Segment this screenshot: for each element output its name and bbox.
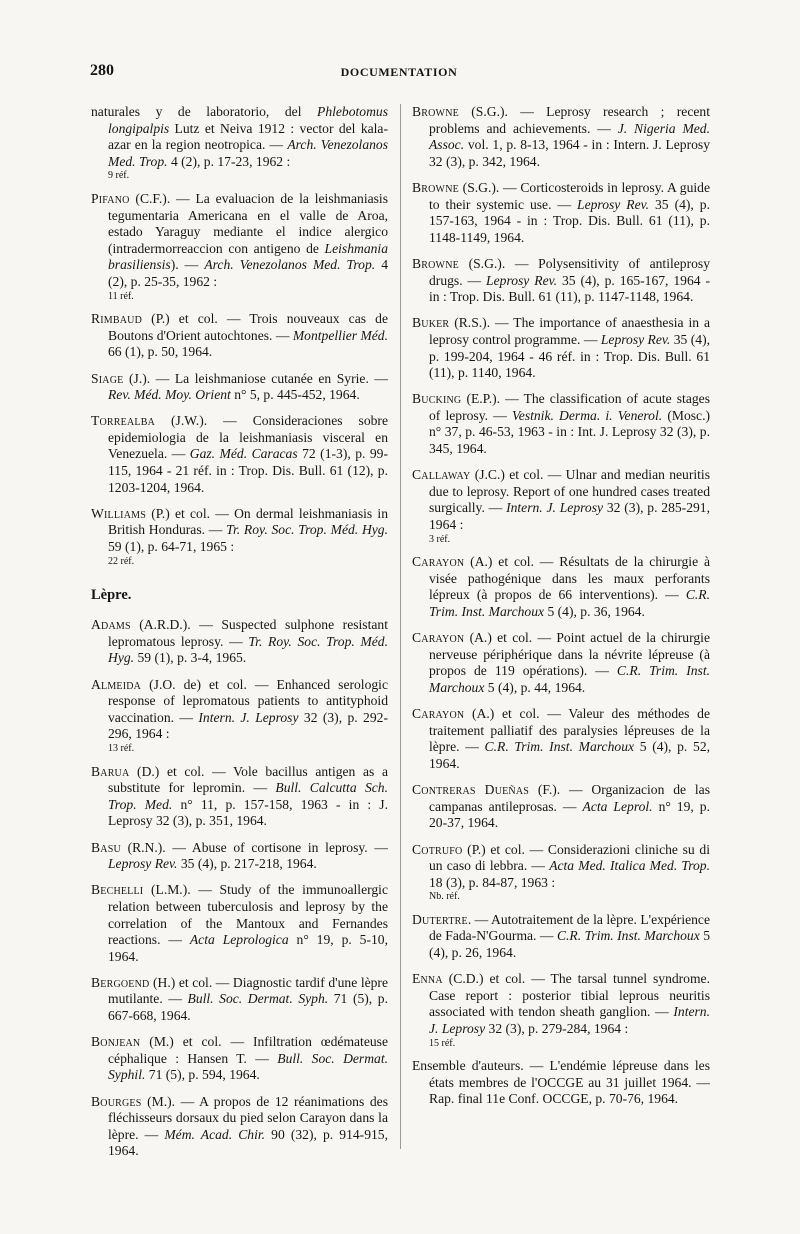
entry-author: Bechelli <box>91 882 144 898</box>
entry-author: Callaway <box>412 467 471 483</box>
entry-text: (S.G.). — Corticosteroids in leprosy. A guide to their systemic use. — <box>429 179 710 212</box>
entry-text: (C.F.). — La evaluacion de la leishmaniasis tegumentaria Americana en el valle de Aroa, estado Yaraguy mediante el indice alergico (intradermorreaccion con antigeno de <box>108 190 388 256</box>
entry-author: Almeida <box>91 676 142 692</box>
bibliography-entry <box>91 840 388 873</box>
entry-citation: 35 (4), p. 199-204, 1964 - 46 réf. in : Trop. Dis. Bull. 61 (11), p. 1140, 1964. <box>429 331 710 381</box>
bibliography-entry <box>91 882 388 965</box>
entry-ref-count: 11 réf. <box>108 290 134 302</box>
entry-journal: Intern. J. Leprosy <box>198 709 299 725</box>
entry-author: Contreras Dueñas <box>412 782 530 798</box>
bibliography-entry <box>412 180 710 246</box>
bibliography-entry <box>412 971 710 1048</box>
entry-author: Bergoend <box>91 974 150 990</box>
entry-text: (M.) et col. — Infiltration œdémateuse céphalique : Hansen T. — <box>108 1034 388 1066</box>
left-column <box>91 104 388 1170</box>
entry-citation: n° 5, p. 445-452, 1964. <box>230 387 360 403</box>
entry-ref-count: 15 réf. <box>429 1037 456 1049</box>
bibliography-entry <box>412 315 710 381</box>
entry-text: (A.) et col. — Valeur des méthodes de traitement palliatif des paralysies lépreuses de la lèpre. — <box>429 706 710 755</box>
entry-text: (M.). — A propos de 12 réanimations des fléchisseurs dorsaux du pied selon Carayon dans la lèpre. — <box>108 1093 388 1142</box>
entry-journal: Leprosy Rev. <box>486 272 558 288</box>
entry-text: (L.M.). — Study of the immunoallergic relation between tuberculosis and leprosy by the correlation of the Mantoux and Fernandes reactions. — <box>108 882 388 948</box>
entry-author: Carayon <box>412 630 465 646</box>
bibliography-entry <box>91 506 388 567</box>
entry-text: Lutz et Neiva 1912 : vector del kala-azar en la region neotropica. — <box>108 120 388 153</box>
entry-author: Enna <box>412 971 443 987</box>
entry-text: (S.G.). — Polysensitivity of antileprosy drugs. — <box>429 255 710 288</box>
entry-journal: Intern. J. Leprosy <box>429 1004 710 1037</box>
entry-text: (A.) et col. — Résultats de la chirurgie à visée pathogénique dans les maux perforants lépreux (à propos de 66 interventions). — <box>429 554 710 603</box>
entry-citation: 90 (32), p. 914-915, 1964. <box>108 1126 388 1159</box>
bibliography-entry <box>412 554 710 620</box>
entry-author: Williams <box>91 505 146 521</box>
bibliography-entry <box>91 191 388 302</box>
bibliography-entry <box>91 764 388 830</box>
entry-author: Browne <box>412 104 459 119</box>
entry-ref-count: 13 réf. <box>108 742 135 754</box>
entry-journal: Bull. Soc. Dermat. Syphil. <box>108 1050 388 1083</box>
entry-citation: 32 (3), p. 292-296, 1964 : <box>108 709 388 742</box>
entry-journal: Montpellier Méd. <box>292 327 388 343</box>
bibliography-entry <box>412 104 710 170</box>
entry-journal: Tr. Roy. Soc. Trop. Méd. Hyg. <box>108 633 388 666</box>
entry-text: (P.) et col. — Trois nouveaux cas de Boutons d'Orient autochtones. — <box>108 311 388 343</box>
entry-journal: Acta Leprologica <box>189 932 289 948</box>
entry-ref-count: 3 réf. <box>429 533 451 545</box>
entry-text: (J.W.). — Consideraciones sobre epidemiologia de la leishmaniasis visceral en Venezuela. — <box>108 413 388 462</box>
entry-author: Torrealba <box>91 413 155 429</box>
entry-author: Bonjean <box>91 1034 141 1050</box>
entry-text: Ensemble d'auteurs. — L'endémie lépreuse dans les états membres de l'OCCGE au 31 juillet 1964. — Rap. final 11e Conf. OCCGE, p. 70-76, 1964. <box>412 1058 710 1107</box>
entry-text: (P.) et col. — On dermal leishmaniasis in British Honduras. — <box>108 505 388 538</box>
entry-author: Rimbaud <box>91 311 143 327</box>
entry-author: Bourges <box>91 1093 142 1109</box>
bibliography-entry <box>91 975 388 1025</box>
entry-citation: n° 11, p. 157-158, 1963 - in : J. Leprosy 32 (3), p. 351, 1964. <box>108 796 388 829</box>
entry-citation: 32 (3), p. 279-284, 1964 : <box>485 1021 629 1037</box>
entry-citation: 5 (4), p. 44, 1964. <box>484 679 586 695</box>
bibliography-entry <box>412 842 710 903</box>
entry-journal: C.R. Trim. Inst. Marchoux <box>429 663 710 695</box>
entry-journal: Leprosy Rev. <box>577 196 650 212</box>
entry-text: (A.) et col. — Point actuel de la chirurgie nerveuse périphérique dans la névrite lépreuse (à propos de 119 opérations). — <box>429 630 710 679</box>
bibliography-entry <box>91 677 388 754</box>
right-column <box>412 104 710 1118</box>
entry-text: (C.D.) et col. — The tarsal tunnel syndrome. Case report : posterior tibial leprous neuritis associated with tendon sheath ganglion. — <box>429 971 710 1020</box>
entry-text: ). — <box>170 257 205 273</box>
entry-author: Browne <box>412 179 459 195</box>
entry-journal: Gaz. Méd. Caracas <box>189 446 298 462</box>
right-entries-list <box>412 104 710 1108</box>
entry-author: Barua <box>91 763 130 779</box>
bibliography-entry <box>91 617 388 667</box>
page-number: 280 <box>90 62 114 79</box>
entry-ref-count: 9 réf. <box>108 170 130 182</box>
bibliography-entry <box>412 467 710 544</box>
entry-journal: C.R. Trim. Inst. Marchoux <box>484 739 635 755</box>
entry-author: Basu <box>91 839 121 855</box>
entry-citation: 5 (4), p. 36, 1964. <box>544 604 645 619</box>
entry-text: (J.C.) et col. — Ulnar and median neuritis due to leprosy. Report of one hundred cases treated surgically. — <box>429 467 710 516</box>
entry-citation: vol. 1, p. 8-13, 1964 - in : Intern. J. Leprosy 32 (3), p. 342, 1964. <box>429 137 710 169</box>
bibliography-entry <box>91 1094 388 1160</box>
bibliography-entry <box>412 912 710 962</box>
bibliography-entry <box>412 782 710 832</box>
entry-journal: C.R. Trim. Inst. Marchoux <box>556 928 700 944</box>
section-heading: Lèpre. <box>91 586 132 603</box>
bibliography-entry <box>91 311 388 361</box>
entry-author: Siage <box>91 370 124 386</box>
entry-citation: 5 (4), p. 26, 1964. <box>429 928 711 961</box>
entry-text: naturales y de laboratorio, del <box>91 104 318 119</box>
left-entries-after-list <box>91 617 388 1160</box>
entry-journal: Arch. Venezolanos Med. Trop. <box>108 137 389 169</box>
entry-ref-count: Nb. réf. <box>429 891 460 903</box>
bibliography-entry <box>91 1034 388 1084</box>
running-title: DOCUMENTATION <box>340 65 458 79</box>
entry-citation: 35 (4), p. 157-163, 1964 - in : Trop. Dis. Bull. 61 (11), p. 1148-1149, 1964. <box>429 196 710 245</box>
entry-text: . — Autotraitement de la lèpre. L'expérience de Fada-N'Gourma. — <box>429 911 710 944</box>
entry-journal: Intern. J. Leprosy <box>506 500 604 516</box>
entry-citation: 66 (1), p. 50, 1964. <box>108 344 213 360</box>
entry-citation: 32 (3), p. 285-291, 1964 : <box>429 500 711 533</box>
entry-author: Buker <box>412 315 450 331</box>
entry-journal: Tr. Roy. Soc. Trop. Méd. Hyg. <box>226 522 388 538</box>
entry-text: (P.) et col. — Considerazioni cliniche su di un caso di lebbra. — <box>429 841 710 874</box>
entry-citation: 4 (2), p. 17-23, 1962 : <box>167 153 291 169</box>
entry-author: Carayon <box>412 554 465 570</box>
entry-journal: Leprosy Rev. <box>108 856 178 872</box>
entry-citation: (Mosc.) n° 37, p. 46-53, 1963 - in : Int. J. Leprosy 32 (3), p. 345, 1964. <box>429 407 711 457</box>
entry-text: (A.R.D.). — Suspected sulphone resistant lepromatous leprosy. — <box>108 617 388 649</box>
entry-author: Cotrufo <box>412 841 463 857</box>
bibliography-entry <box>412 706 710 772</box>
bibliography-entry <box>91 104 388 181</box>
bibliography-entry <box>412 391 710 457</box>
entry-citation: 5 (4), p. 52, 1964. <box>429 739 711 771</box>
page-header <box>90 62 708 88</box>
entry-text: (E.P.). — The classification of acute stages of leprosy. — <box>429 391 710 423</box>
left-entries-list <box>91 104 388 567</box>
entry-author: Pifano <box>91 190 130 206</box>
entry-journal: J. Nigeria Med. Assoc. <box>429 120 711 153</box>
entry-journal: Vestnik. Derma. i. Venerol. <box>511 407 663 423</box>
entry-journal: Leprosy Rev. <box>600 331 671 347</box>
entry-citation: 35 (4), p. 217-218, 1964. <box>177 856 317 872</box>
entry-author: Adams <box>91 617 131 633</box>
entry-citation: 71 (5), p. 667-668, 1964. <box>108 991 388 1024</box>
entry-journal: Mém. Acad. Chir. <box>164 1126 266 1142</box>
entry-citation: n° 19, p. 5-10, 1964. <box>108 932 388 964</box>
bibliography-entry <box>91 371 388 404</box>
entry-author: Bucking <box>412 391 462 407</box>
entry-citation: 4 (2), p. 25-35, 1962 : <box>108 257 388 289</box>
entry-author: Browne <box>412 255 459 271</box>
bibliography-entry <box>412 1058 710 1108</box>
entry-text: (R.S.). — The importance of anaesthesia in a leprosy control programme. — <box>429 315 710 347</box>
entry-citation: 35 (4), p. 165-167, 1964 - in : Trop. Dis. Bull. 61 (11), p. 1147-1148, 1964. <box>429 272 710 305</box>
entry-journal: Acta Med. Italica Med. Trop. <box>549 858 710 874</box>
bibliography-entry <box>91 413 388 496</box>
entry-text: (S.G.). — Leprosy research ; recent problems and achievements. — <box>429 104 710 136</box>
entry-journal: Bull. Calcutta Sch. Trop. Med. <box>108 780 388 812</box>
entry-citation: 59 (1), p. 64-71, 1965 : <box>108 539 235 555</box>
entry-species-name: Phlebotomus longipalpis <box>108 104 388 136</box>
entry-author: Carayon <box>412 706 465 722</box>
entry-journal: Arch. Venezolanos Med. Trop. <box>204 257 376 273</box>
bibliography-entry <box>412 256 710 306</box>
entry-text: (H.) et col. — Diagnostic tardif d'une lèpre mutilante. — <box>108 974 388 1007</box>
entry-text: (D.) et col. — Vole bacillus antigen as a substitute for lepromin. — <box>108 763 388 796</box>
entry-citation: n° 19, p. 20-37, 1964. <box>429 798 710 831</box>
entry-ref-count: 22 réf. <box>108 555 135 567</box>
entry-text: (R.N.). — Abuse of cortisone in leprosy. — <box>120 839 388 855</box>
entry-citation: 72 (1-3), p. 99-115, 1964 - 21 réf. in : Trop. Dis. Bull. 61 (12), p. 1203-1204, 1964. <box>108 446 389 495</box>
entry-text: (J.O. de) et col. — Enhanced serologic response of lepromatous patients to antityphoid vaccination. — <box>108 676 388 725</box>
entry-citation: 59 (1), p. 3-4, 1965. <box>134 650 247 666</box>
column-divider <box>400 104 401 1149</box>
entry-species-name: Leishmania brasiliensis <box>108 240 388 273</box>
entry-journal: Acta Leprol. <box>582 798 653 814</box>
entry-citation: 71 (5), p. 594, 1964. <box>145 1067 260 1083</box>
entry-text: (F.). — Organizacion de las campanas antileprosas. — <box>429 782 710 814</box>
entry-journal: Rev. Méd. Moy. Orient <box>108 387 231 403</box>
bibliography-entry <box>412 630 710 696</box>
entry-author: Dutertre <box>412 911 468 927</box>
entry-text: (J.). — La leishmaniose cutanée en Syrie. — <box>123 370 388 386</box>
entry-citation: 18 (3), p. 84-87, 1963 : <box>429 874 556 890</box>
entry-journal: C.R. Trim. Inst. Marchoux <box>429 587 710 619</box>
entry-journal: Bull. Soc. Dermat. Syph. <box>187 991 329 1007</box>
